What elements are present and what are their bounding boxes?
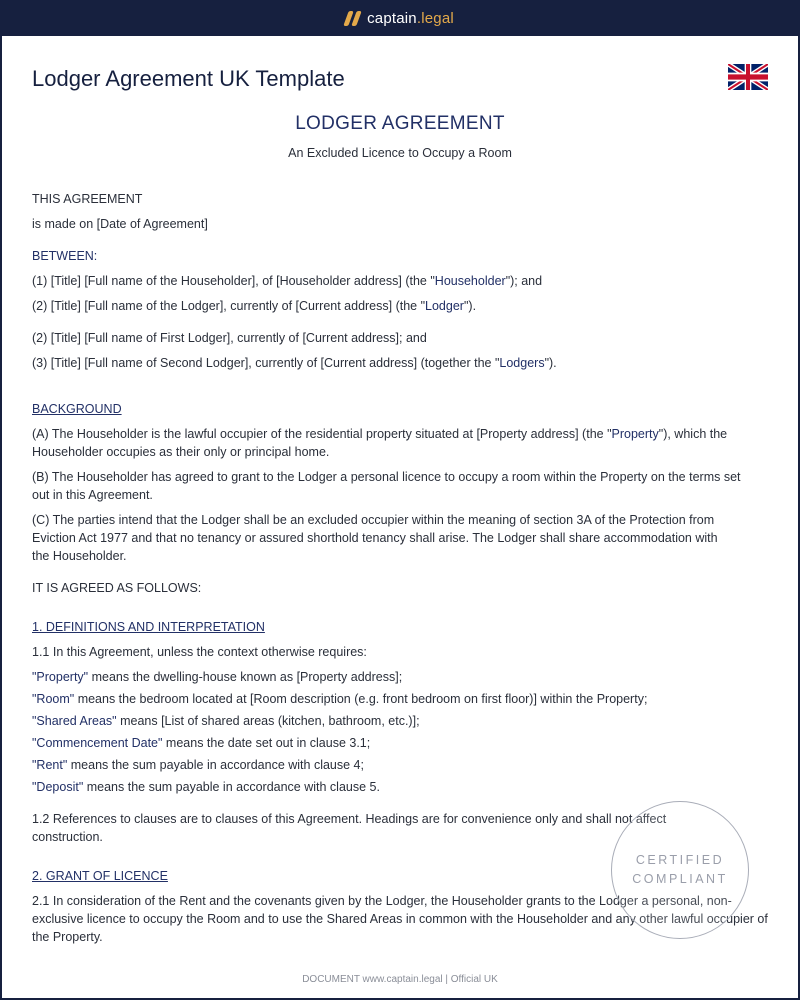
alt3-term: Lodgers	[499, 356, 545, 370]
alt3-end: ").	[544, 356, 557, 370]
background-a	[32, 425, 752, 461]
party1-term: Householder	[434, 274, 506, 288]
definition-property	[32, 668, 402, 686]
top-bar	[0, 0, 800, 36]
stamp-line-2: COMPLIANT	[632, 872, 728, 886]
footer-text: DOCUMENT www.captain.legal | Official UK	[302, 974, 498, 985]
party1-end: "); and	[505, 274, 543, 288]
party-lodger	[32, 297, 476, 315]
def-text: means the date set out in clause 3.1;	[162, 736, 371, 750]
definition-rent	[32, 756, 364, 774]
def-term: "Commencement Date"	[32, 736, 163, 750]
party-householder	[32, 272, 542, 290]
background-c: (C) The parties intend that the Lodger shall be an excluded occupier within the meaning of section 3A of the Protection from Eviction Act 1977 and that no tenancy or assured shorthold tenancy shall arise. The Lodger shall share accommodation with the Householder.	[32, 513, 718, 563]
def-text: means the dwelling-house known as [Property address];	[88, 670, 403, 684]
certified-compliant-stamp	[611, 801, 749, 939]
clause-2-1: 2.1 In consideration of the Rent and the covenants given by the Lodger, the Householder grants to the Lodger a personal, non-exclusive licence to occupy the Room and to use the Shared Areas in common with the Householder and any other lawful occupier of the Property.	[32, 894, 768, 944]
party2-end: ").	[463, 299, 477, 313]
def-text: means the sum payable in accordance with clause 4;	[67, 758, 364, 772]
def-term: "Rent"	[32, 758, 68, 772]
uk-flag-icon[interactable]	[728, 64, 768, 90]
bg-a-text: (A) The Householder is the lawful occupier of the residential property situated at [Property address] (the "	[32, 427, 612, 441]
def-term: "Property"	[32, 670, 89, 684]
brand-tld: .legal	[416, 9, 454, 27]
background-heading: BACKGROUND	[32, 402, 122, 416]
clause-1-2: 1.2 References to clauses are to clauses of this Agreement. Headings are for convenience only and shall not affect construction.	[32, 812, 667, 844]
document-title: LODGER AGREEMENT	[295, 113, 505, 134]
def-text: means the bedroom located at [Room description (e.g. front bedroom on first floor)] within the Property;	[74, 692, 648, 706]
between-label: BETWEEN:	[32, 249, 98, 263]
def-term: "Shared Areas"	[32, 714, 117, 728]
this-agreement: THIS AGREEMENT	[32, 192, 143, 206]
definition-room	[32, 690, 647, 708]
bg-a-term: Property	[611, 427, 659, 441]
alt3-text: (3) [Title] [Full name of Second Lodger], currently of [Current address] (together the "	[32, 356, 500, 370]
definition-deposit	[32, 778, 380, 796]
party2-text: (2) [Title] [Full name of the Lodger], currently of [Current address] (the "	[32, 299, 426, 313]
section-1-heading: 1. DEFINITIONS AND INTERPRETATION	[32, 620, 265, 634]
definition-commencement	[32, 734, 370, 752]
background-b: (B) The Householder has agreed to grant to the Lodger a personal licence to occupy a room within the Property on the terms set out in this Agreement.	[32, 470, 741, 502]
stamp-line-1: CERTIFIED	[635, 853, 725, 867]
agreed-line: IT IS AGREED AS FOLLOWS:	[32, 581, 202, 595]
bg-a-end: "), which the Householder occupies as their only or principal home.	[32, 427, 728, 459]
def-term: "Deposit"	[32, 780, 84, 794]
def-text: means [List of shared areas (kitchen, bathroom, etc.)];	[116, 714, 420, 728]
section-2-heading: 2. GRANT OF LICENCE	[32, 869, 168, 883]
brand-name: captain	[367, 9, 417, 27]
made-on-line: is made on [Date of Agreement]	[32, 217, 208, 231]
party2-term: Lodger	[425, 299, 464, 313]
def-text: means the sum payable in accordance with clause 5.	[83, 780, 380, 794]
brand-logo[interactable]	[346, 10, 454, 27]
document-subtitle: An Excluded Licence to Occupy a Room	[288, 146, 512, 160]
definition-shared-areas	[32, 712, 420, 730]
party1-text: (1) [Title] [Full name of the Householder], of [Householder address] (the "	[32, 274, 435, 288]
def-term: "Room"	[32, 692, 75, 706]
alt-first-lodger: (2) [Title] [Full name of First Lodger], currently of [Current address]; and	[32, 331, 427, 345]
logo-mark-icon	[346, 11, 359, 26]
alt-second-lodger	[32, 354, 557, 372]
page-title: Lodger Agreement UK Template	[32, 66, 345, 91]
clause-1-1: 1.1 In this Agreement, unless the context otherwise requires:	[32, 645, 367, 659]
